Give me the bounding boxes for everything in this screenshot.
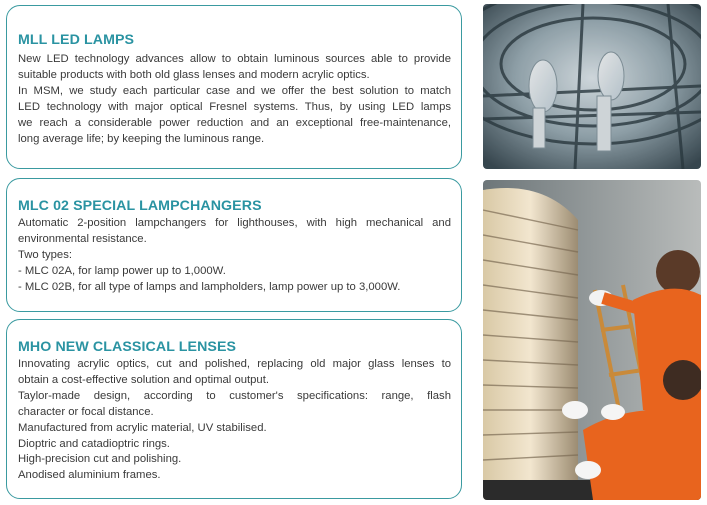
body-line: - MLC 02B, for all type of lamps and lampholders, lamp power up to 3,000W. — [18, 280, 401, 293]
body-line: - MLC 02A, for lamp power up to 1,000W. — [18, 264, 226, 277]
body-line: Automatic 2-position lampchangers for lighthouses, with high mechanical and — [18, 217, 451, 229]
section-title: MLC 02 SPECIAL LAMPCHANGERS — [18, 198, 262, 214]
body-line: New LED technology advances allow to obtain luminous sources able to provide — [18, 53, 451, 65]
body-line: Manufactured from acrylic material, UV stabilised. — [18, 421, 267, 434]
body-line: LED technology with major optical Fresnel systems. Thus, by using LED lamps — [18, 100, 451, 113]
body-line: Anodised aluminium frames. — [18, 469, 161, 482]
body-line: Two types: — [18, 248, 72, 261]
body-line: long average life; by keeping the luminous range. — [18, 132, 265, 145]
led-lamp-photo — [483, 4, 701, 169]
body-line: Dioptric and catadioptric rings. — [18, 437, 170, 450]
body-line: suitable products with both old glass lenses and modern acrylic optics. — [18, 68, 370, 81]
section-title: MHO NEW CLASSICAL LENSES — [18, 339, 237, 355]
section-title: MLL LED LAMPS — [18, 32, 135, 48]
body-line: we reach a considerable power reduction and an exceptional free-maintenance, — [18, 116, 451, 129]
body-line: Taylor-made design, according to customer's specifications: range, flash — [18, 389, 451, 402]
lens-technicians-photo — [483, 180, 701, 500]
body-line: High-precision cut and polishing. — [18, 453, 182, 466]
body-line: environmental resistance. — [18, 232, 147, 245]
section-mho-classical-lenses — [6, 319, 462, 499]
section-mll-led-lamps — [6, 5, 462, 169]
section-mlc-02-lampchangers — [6, 178, 462, 312]
body-line: In MSM, we study each particular case and we offer the best solution to match — [18, 84, 451, 97]
body-line: Innovating acrylic optics, cut and polished, replacing old major glass lenses to — [18, 358, 451, 370]
body-line: character or focal distance. — [18, 405, 154, 418]
body-line: obtain a cost-effective solution and optimal output. — [18, 373, 269, 386]
